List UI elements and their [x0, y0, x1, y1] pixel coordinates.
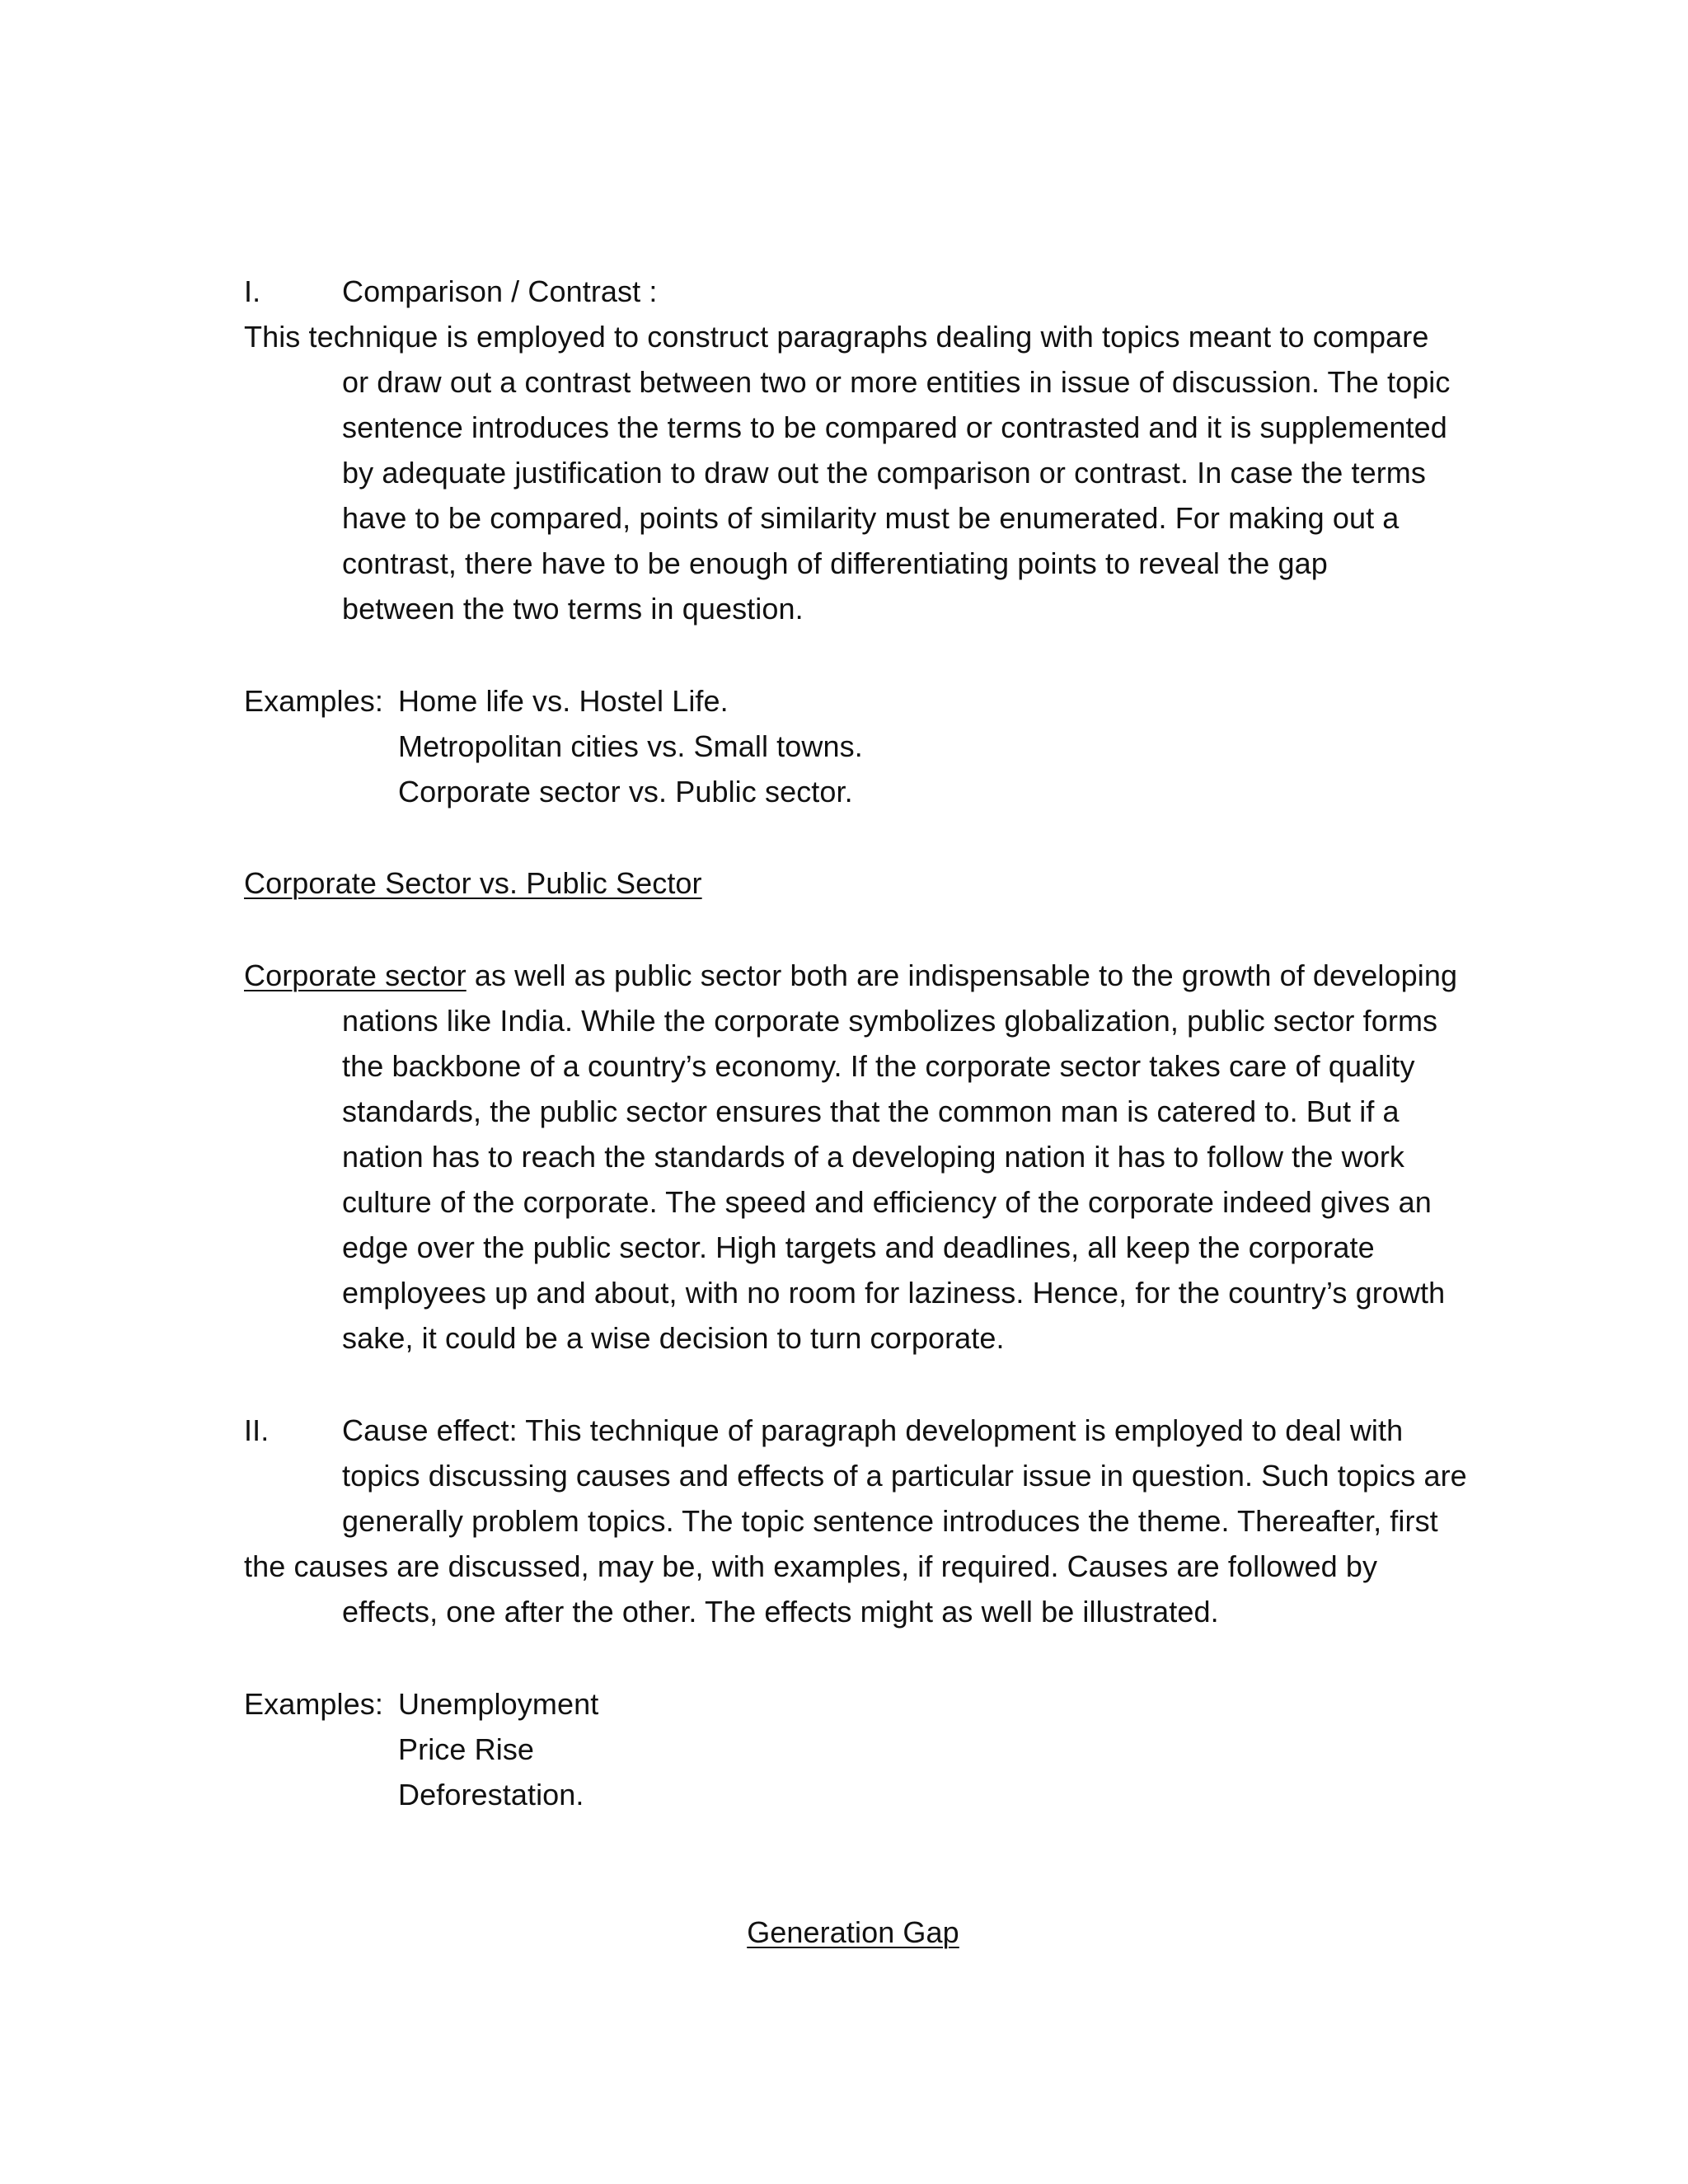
section-1-paragraph-line: contrast, there have to be enough of differentiating points to reveal the gap [342, 546, 1328, 580]
section-1-paragraph-line: by adequate justification to draw out the comparison or contrast. In case the terms [342, 456, 1426, 490]
section-2-examples-label: Examples: [244, 1687, 383, 1721]
sample-1-paragraph-line: edge over the public sector. High targets and deadlines, all keep the corporate [342, 1230, 1375, 1264]
section-1-example-item: Metropolitan cities vs. Small towns. [398, 729, 863, 763]
section-2-paragraph-line: generally problem topics. The topic sentence introduces the theme. Thereafter, first [342, 1504, 1438, 1538]
section-1-numeral: I. [244, 274, 261, 308]
section-2-first-line: Cause effect: This technique of paragraph development is employed to deal with [342, 1413, 1404, 1447]
sample-1-paragraph-line: nation has to reach the standards of a developing nation it has to follow the work [342, 1140, 1405, 1174]
sample-1-lead-term: Corporate sector [244, 958, 467, 992]
sample-1-paragraph-line: standards, the public sector ensures that the common man is catered to. But if a [342, 1094, 1400, 1128]
sample-1-paragraph-line: the backbone of a country’s economy. If the corporate sector takes care of quality [342, 1049, 1415, 1083]
section-1-paragraph-line: This technique is employed to construct paragraphs dealing with topics meant to compare [244, 320, 1429, 354]
sample-1-first-line [244, 953, 1457, 999]
sample-1-lead-rest: as well as public sector both are indispensable to the growth of developing [466, 958, 1458, 992]
section-2-example-item: Deforestation. [398, 1778, 584, 1811]
sample-2-title: Generation Gap [747, 1915, 959, 1949]
section-2-paragraph-line: topics discussing causes and effects of a particular issue in question. Such topics are [342, 1459, 1467, 1493]
section-1-example-item: Home life vs. Hostel Life. [398, 684, 729, 718]
sample-1-paragraph-line: nations like India. While the corporate symbolizes globalization, public sector forms [342, 1004, 1438, 1038]
section-2-example-item: Unemployment [398, 1687, 599, 1721]
section-2-numeral: II. [244, 1413, 270, 1447]
section-1-paragraph-line: have to be compared, points of similarity must be enumerated. For making out a [342, 501, 1400, 535]
section-1-example-item: Corporate sector vs. Public sector. [398, 775, 853, 808]
section-1-paragraph-line: sentence introduces the terms to be compared or contrasted and it is supplemented [342, 410, 1447, 444]
section-1-paragraph-line: between the two terms in question. [342, 592, 804, 626]
sample-1-title: Corporate Sector vs. Public Sector [244, 866, 702, 900]
sample-1-paragraph-line: sake, it could be a wise decision to turn corporate. [342, 1321, 1005, 1355]
section-1-paragraph-line: or draw out a contrast between two or more entities in issue of discussion. The topic [342, 365, 1451, 399]
sample-1-paragraph-line: employees up and about, with no room for laziness. Hence, for the country’s growth [342, 1276, 1446, 1310]
section-2-example-item: Price Rise [398, 1732, 535, 1766]
section-2-outdented-line: the causes are discussed, may be, with examples, if required. Causes are followed by [244, 1549, 1378, 1583]
section-1-examples-label: Examples: [244, 684, 383, 718]
section-2-last-line: effects, one after the other. The effects might as well be illustrated. [342, 1595, 1219, 1629]
section-1-heading: Comparison / Contrast : [342, 274, 658, 308]
sample-1-paragraph-line: culture of the corporate. The speed and efficiency of the corporate indeed gives an [342, 1185, 1432, 1219]
